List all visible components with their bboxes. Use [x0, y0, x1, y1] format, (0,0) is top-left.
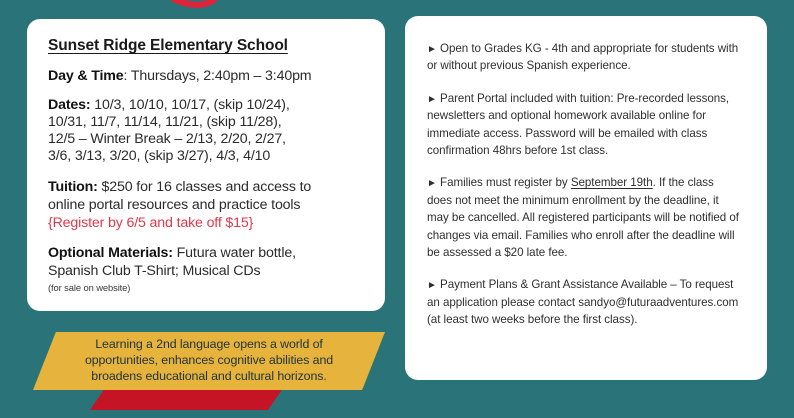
banner-line-3: broadens educational and cultural horizons. [91, 368, 327, 383]
dates-line-1: 10/3, 10/10, 10/17, (skip 10/24), [94, 97, 290, 114]
dates-line-3: 12/5 – Winter Break – 2/13, 2/20, 2/27, [48, 131, 286, 147]
school-name-heading: Sunset Ridge Elementary School [48, 37, 288, 54]
banner-text-block [33, 332, 385, 390]
banner-line-2: opportunities, enhances cognitive abilities and [84, 353, 334, 368]
bullet-deadline-prefix: Families must register by [440, 176, 571, 190]
policy-details-card [405, 16, 767, 380]
tuition-label: Tuition: [48, 178, 98, 195]
bullet-grades-text: Open to Grades KG - 4th and appropriate for students with or without previous Spanish experience. [427, 42, 739, 73]
optional-materials-line-1: Futura water bottle, [176, 245, 296, 262]
day-and-time-label: Day & Time [48, 68, 124, 85]
bullet-arrow-icon: ► [427, 93, 437, 105]
tuition-row [48, 178, 365, 233]
class-details-card [27, 19, 385, 311]
optional-materials-line-2: Spanish Club T-Shirt; Musical CDs [48, 263, 261, 280]
bullet-parent-portal [427, 90, 741, 160]
day-and-time-row [48, 67, 365, 85]
day-and-time-value: Thursdays, 2:40pm – 3:40pm [130, 68, 312, 85]
bullet-parent-portal-text: Parent Portal included with tuition: Pre-recorded lessons, newsletters and optional homework available online for immediate access. Password will be emailed with class confirmation 48hrs before 1st class. [427, 91, 730, 157]
bullet-arrow-icon: ► [427, 44, 437, 55]
tuition-line-1: $250 for 16 classes and access to [101, 178, 312, 195]
dates-row [48, 97, 365, 165]
bullet-payment-plans [427, 276, 741, 328]
optional-materials-row [48, 244, 365, 293]
registration-deadline-date: September 19th [570, 176, 653, 190]
bullet-payment-plans-text: Payment Plans & Grant Assistance Available – To request an application please contact sandyo@futuraadventures.com (at least two weeks before the first class). [427, 278, 739, 327]
optional-materials-label: Optional Materials: [48, 245, 173, 262]
optional-materials-note: (for sale on website) [48, 281, 131, 293]
tagline-banner [0, 327, 420, 413]
bullet-arrow-icon: ► [427, 280, 437, 292]
confetti-flourish-icon [148, 0, 328, 8]
dates-line-4: 3/6, 3/13, 3/20, (skip 3/27), 4/3, 4/10 [48, 147, 271, 164]
bullet-arrow-icon: ► [427, 178, 437, 190]
banner-line-1: Learning a 2nd language opens a world of [95, 337, 323, 352]
dates-line-2: 10/31, 11/7, 11/14, 11/21, (skip 11/28), [48, 114, 282, 131]
tuition-discount-note: {Register by 6/5 and take off $15} [48, 215, 254, 232]
bullet-deadline-suffix: . If the class does not meet the minimum enrollment by the deadline, it may be cancelled. All registered participants will be notified of changes via email. Families who enroll after the deadline will be assessed a $20 late fee. [427, 176, 739, 259]
day-and-time-separator: : [123, 68, 131, 85]
tuition-line-2: online portal resources and practice tools [48, 196, 301, 213]
dates-label: Dates: [48, 97, 91, 114]
bullet-grades [427, 40, 741, 75]
bullet-registration-deadline [427, 174, 741, 261]
